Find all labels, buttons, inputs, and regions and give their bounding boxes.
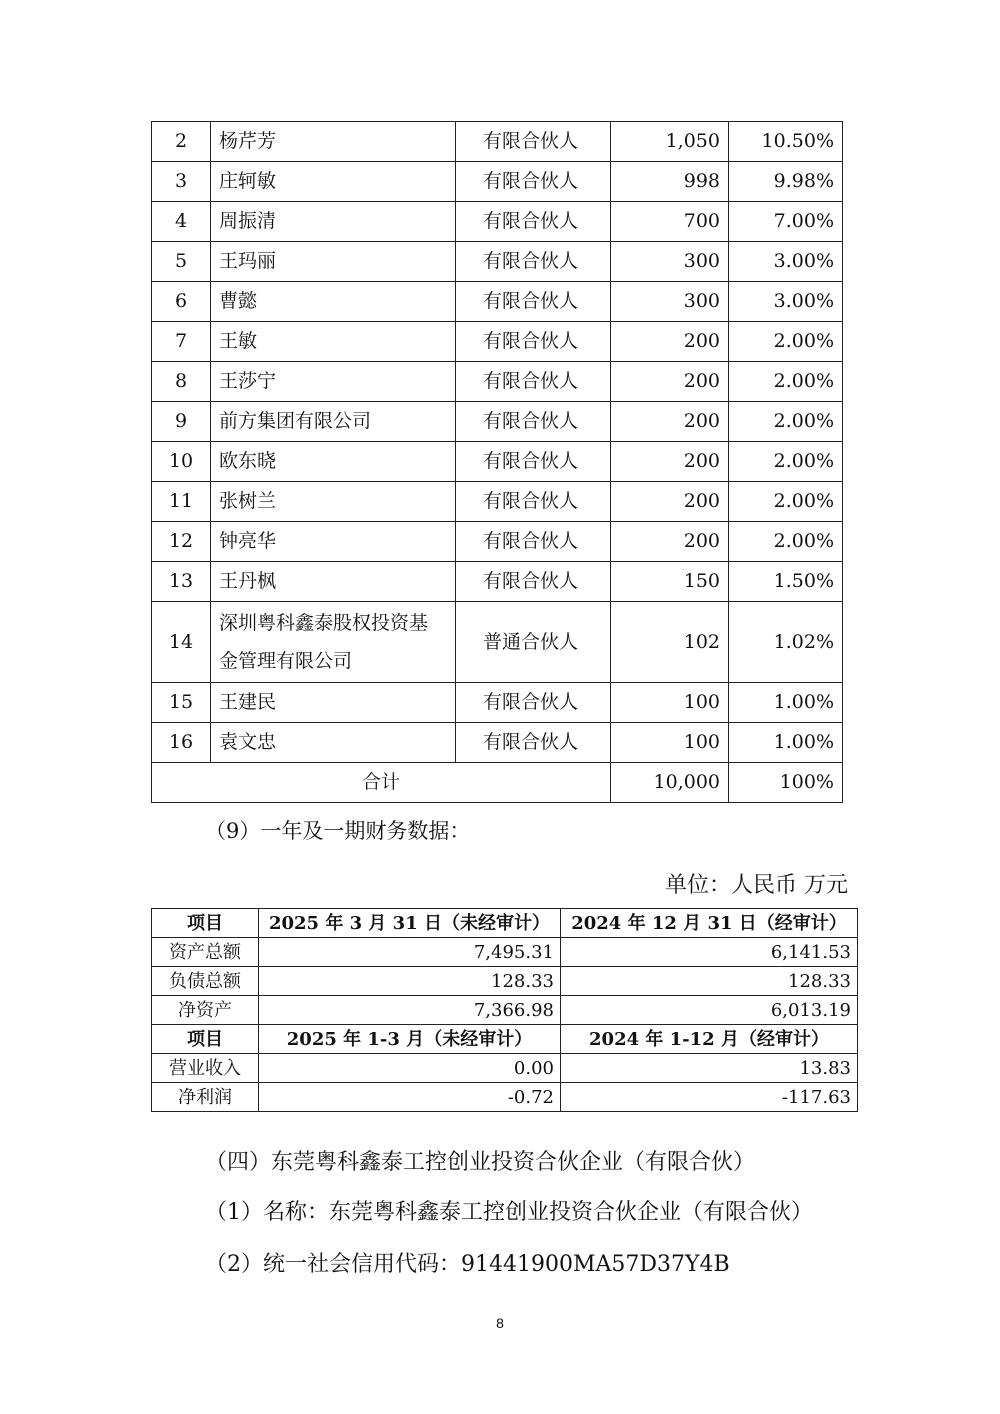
row-index: 15 bbox=[152, 683, 211, 723]
row-index: 7 bbox=[152, 322, 211, 362]
contribution-amount: 200 bbox=[611, 402, 729, 442]
contribution-percent: 10.50% bbox=[729, 122, 843, 162]
row-label: 营业收入 bbox=[152, 1054, 259, 1083]
row-index: 4 bbox=[152, 202, 211, 242]
row-index: 11 bbox=[152, 482, 211, 522]
table-row bbox=[152, 202, 843, 242]
column-header: 项目 bbox=[152, 1025, 259, 1054]
column-header: 2025 年 1-3 月（未经审计） bbox=[259, 1025, 561, 1054]
section-4-heading: （四）东莞粤科鑫泰工控创业投资合伙企业（有限合伙） bbox=[205, 1150, 756, 1175]
row-index: 16 bbox=[152, 723, 211, 763]
contribution-amount: 300 bbox=[611, 242, 729, 282]
partner-name: 王玛丽 bbox=[211, 242, 456, 282]
item-1-name: （1）名称：东莞粤科鑫泰工控创业投资合伙企业（有限合伙） bbox=[205, 1200, 813, 1225]
total-percent: 100% bbox=[729, 763, 843, 803]
section-9-heading: （9）一年及一期财务数据： bbox=[205, 819, 471, 843]
row-label: 负债总额 bbox=[152, 967, 259, 996]
table-row bbox=[152, 723, 843, 763]
column-header: 项目 bbox=[152, 909, 259, 938]
contribution-amount: 102 bbox=[611, 602, 729, 683]
row-index: 2 bbox=[152, 122, 211, 162]
contribution-percent: 3.00% bbox=[729, 242, 843, 282]
table-row bbox=[152, 938, 858, 967]
partner-type: 有限合伙人 bbox=[456, 482, 611, 522]
value-cell: 7,366.98 bbox=[259, 996, 561, 1025]
column-header: 2024 年 12 月 31 日（经审计） bbox=[561, 909, 858, 938]
partner-name: 庄轲敏 bbox=[211, 162, 456, 202]
contribution-percent: 9.98% bbox=[729, 162, 843, 202]
value-cell: 6,013.19 bbox=[561, 996, 858, 1025]
value-cell: -117.63 bbox=[561, 1083, 858, 1112]
partner-name: 张树兰 bbox=[211, 482, 456, 522]
partner-type: 有限合伙人 bbox=[456, 242, 611, 282]
partner-name: 欧东晓 bbox=[211, 442, 456, 482]
table-row bbox=[152, 522, 843, 562]
total-amount: 10,000 bbox=[611, 763, 729, 803]
contribution-amount: 200 bbox=[611, 362, 729, 402]
contribution-percent: 2.00% bbox=[729, 402, 843, 442]
table-row bbox=[152, 362, 843, 402]
table-row bbox=[152, 1054, 858, 1083]
contribution-percent: 1.00% bbox=[729, 723, 843, 763]
table-row bbox=[152, 442, 843, 482]
partner-name-line: 金管理有限公司 bbox=[219, 650, 353, 672]
contribution-percent: 2.00% bbox=[729, 442, 843, 482]
partner-type: 有限合伙人 bbox=[456, 162, 611, 202]
partner-type: 有限合伙人 bbox=[456, 562, 611, 602]
partner-name: 曹懿 bbox=[211, 282, 456, 322]
contribution-percent: 1.02% bbox=[729, 602, 843, 683]
table-row bbox=[152, 162, 843, 202]
contribution-amount: 200 bbox=[611, 522, 729, 562]
partner-type: 有限合伙人 bbox=[456, 282, 611, 322]
row-label: 净资产 bbox=[152, 996, 259, 1025]
table-row bbox=[152, 282, 843, 322]
partner-name: 杨芹芳 bbox=[211, 122, 456, 162]
contribution-amount: 998 bbox=[611, 162, 729, 202]
partner-name: 王敏 bbox=[211, 322, 456, 362]
table-row bbox=[152, 122, 843, 162]
value-cell: 6,141.53 bbox=[561, 938, 858, 967]
row-index: 12 bbox=[152, 522, 211, 562]
contribution-amount: 200 bbox=[611, 442, 729, 482]
table-row bbox=[152, 683, 843, 723]
partner-type: 有限合伙人 bbox=[456, 362, 611, 402]
partner-name: 周振清 bbox=[211, 202, 456, 242]
contribution-amount: 150 bbox=[611, 562, 729, 602]
contribution-percent: 3.00% bbox=[729, 282, 843, 322]
row-index: 10 bbox=[152, 442, 211, 482]
contribution-percent: 2.00% bbox=[729, 482, 843, 522]
row-index: 5 bbox=[152, 242, 211, 282]
partner-type: 有限合伙人 bbox=[456, 202, 611, 242]
partner-type: 有限合伙人 bbox=[456, 683, 611, 723]
contribution-amount: 200 bbox=[611, 482, 729, 522]
row-index: 8 bbox=[152, 362, 211, 402]
contribution-amount: 200 bbox=[611, 322, 729, 362]
table-row bbox=[152, 242, 843, 282]
page-number: 8 bbox=[496, 1315, 504, 1331]
partner-type: 有限合伙人 bbox=[456, 122, 611, 162]
partner-name: 王莎宁 bbox=[211, 362, 456, 402]
value-cell: 0.00 bbox=[259, 1054, 561, 1083]
contribution-amount: 700 bbox=[611, 202, 729, 242]
table-row bbox=[152, 996, 858, 1025]
contribution-percent: 1.00% bbox=[729, 683, 843, 723]
table-row bbox=[152, 562, 843, 602]
contribution-percent: 2.00% bbox=[729, 362, 843, 402]
table-row bbox=[152, 402, 843, 442]
contribution-percent: 2.00% bbox=[729, 522, 843, 562]
value-cell: 7,495.31 bbox=[259, 938, 561, 967]
contribution-amount: 1,050 bbox=[611, 122, 729, 162]
item-2-credit-code: （2）统一社会信用代码：91441900MA57D37Y4B bbox=[205, 1252, 730, 1277]
contribution-percent: 1.50% bbox=[729, 562, 843, 602]
table-header-row bbox=[152, 1025, 858, 1054]
partner-name bbox=[211, 602, 456, 683]
column-header: 2024 年 1-12 月（经审计） bbox=[561, 1025, 858, 1054]
contribution-percent: 2.00% bbox=[729, 322, 843, 362]
finance-table bbox=[151, 908, 858, 1112]
partner-name: 王建民 bbox=[211, 683, 456, 723]
partner-name: 袁文忠 bbox=[211, 723, 456, 763]
contribution-amount: 300 bbox=[611, 282, 729, 322]
table-row bbox=[152, 322, 843, 362]
partner-name: 钟亮华 bbox=[211, 522, 456, 562]
row-label: 净利润 bbox=[152, 1083, 259, 1112]
partner-name: 王丹枫 bbox=[211, 562, 456, 602]
contribution-amount: 100 bbox=[611, 723, 729, 763]
partner-type: 有限合伙人 bbox=[456, 402, 611, 442]
partner-type: 有限合伙人 bbox=[456, 723, 611, 763]
table-row bbox=[152, 482, 843, 522]
row-index: 3 bbox=[152, 162, 211, 202]
table-header-row bbox=[152, 909, 858, 938]
total-row bbox=[152, 763, 843, 803]
value-cell: -0.72 bbox=[259, 1083, 561, 1112]
value-cell: 128.33 bbox=[561, 967, 858, 996]
row-index: 9 bbox=[152, 402, 211, 442]
value-cell: 13.83 bbox=[561, 1054, 858, 1083]
table-row bbox=[152, 1083, 858, 1112]
contribution-amount: 100 bbox=[611, 683, 729, 723]
table-row bbox=[152, 967, 858, 996]
total-label: 合计 bbox=[152, 763, 611, 803]
partner-name-line: 深圳粤科鑫泰股权投资基 bbox=[219, 612, 429, 634]
unit-label: 单位：人民币 万元 bbox=[665, 873, 848, 898]
table-row bbox=[152, 602, 843, 683]
contribution-percent: 7.00% bbox=[729, 202, 843, 242]
column-header: 2025 年 3 月 31 日（未经审计） bbox=[259, 909, 561, 938]
partner-type: 有限合伙人 bbox=[456, 442, 611, 482]
row-index: 14 bbox=[152, 602, 211, 683]
row-label: 资产总额 bbox=[152, 938, 259, 967]
row-index: 13 bbox=[152, 562, 211, 602]
partner-name: 前方集团有限公司 bbox=[211, 402, 456, 442]
partner-type: 有限合伙人 bbox=[456, 322, 611, 362]
partner-type: 有限合伙人 bbox=[456, 522, 611, 562]
row-index: 6 bbox=[152, 282, 211, 322]
value-cell: 128.33 bbox=[259, 967, 561, 996]
partner-table bbox=[151, 121, 843, 803]
partner-type: 普通合伙人 bbox=[456, 602, 611, 683]
